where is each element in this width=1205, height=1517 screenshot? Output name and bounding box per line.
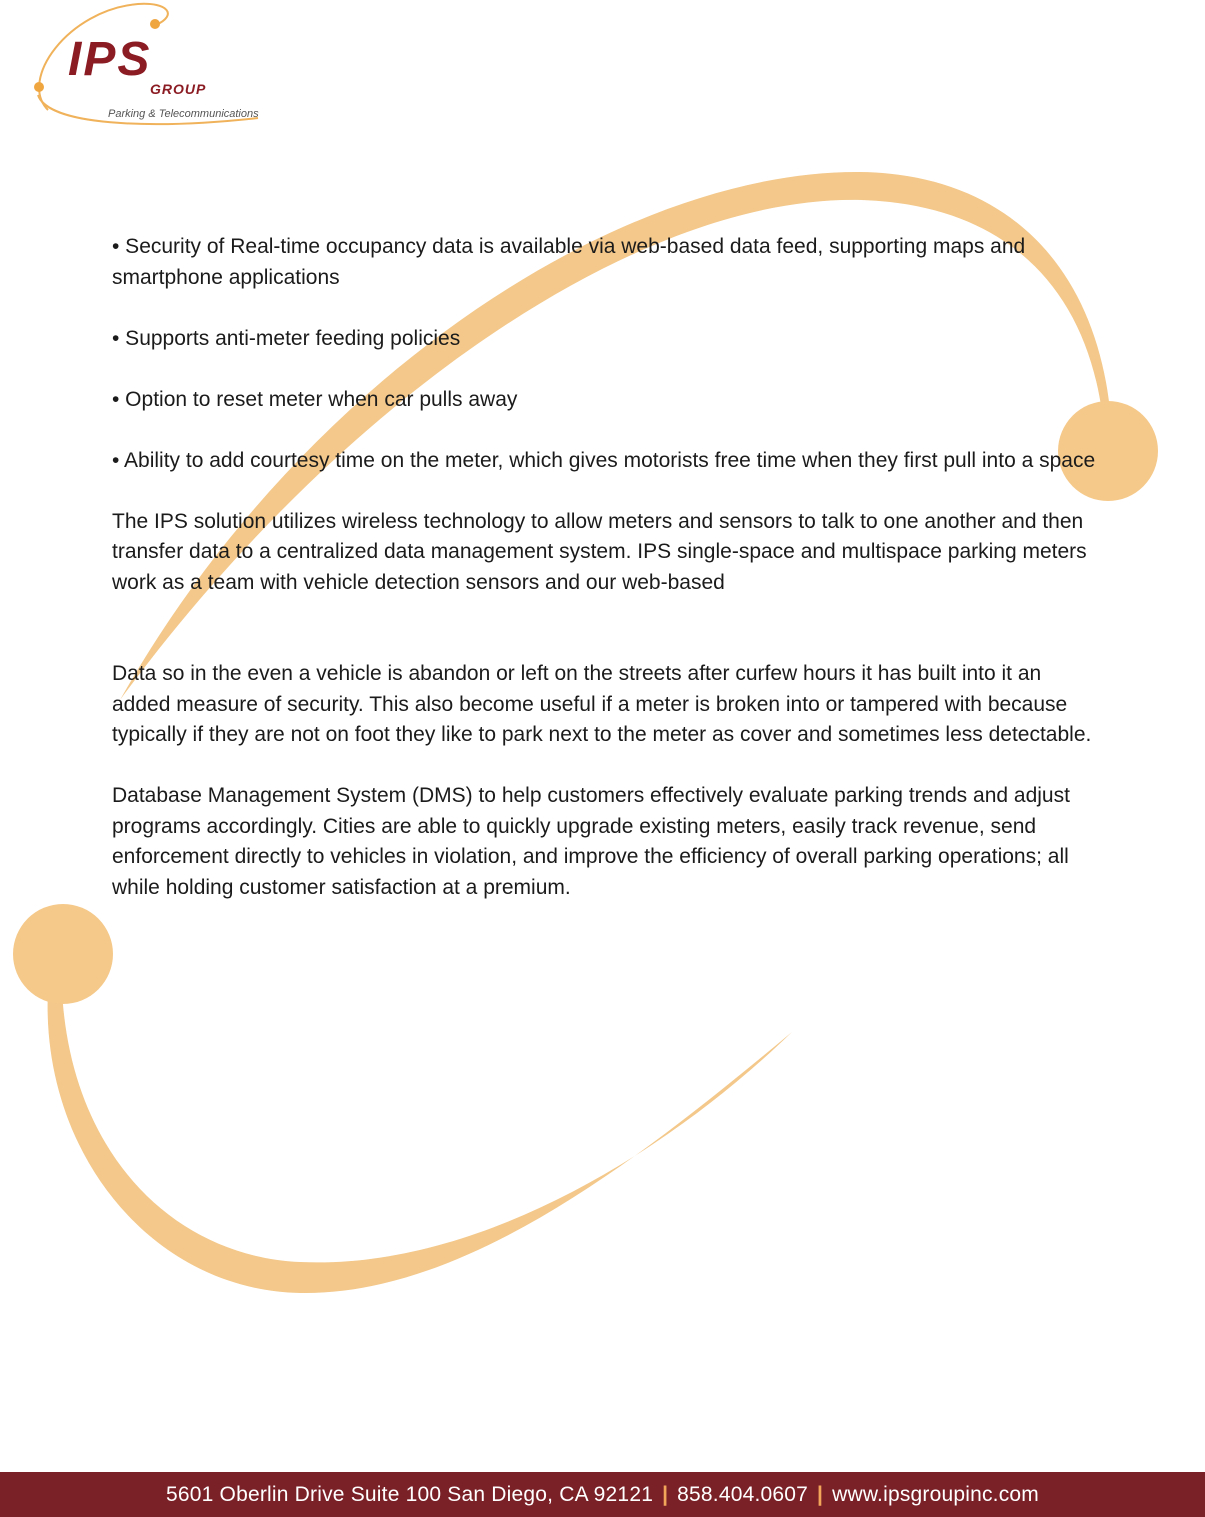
bullet-reset-meter: • Option to reset meter when car pulls away <box>112 387 518 411</box>
lower-left-circle <box>13 904 113 1004</box>
logo-group: GROUP <box>150 81 207 97</box>
footer-bar <box>0 1472 1205 1517</box>
logo-graphic <box>28 0 298 130</box>
bullet-realtime-data: • Security of Real-time occupancy data is available via web-based data feed, supporting maps and smartphone applications <box>112 235 1026 289</box>
logo-tagline: Parking & Telecommunications <box>108 108 259 120</box>
lower-arc <box>48 990 792 1293</box>
footer-phone: 858.404.0607 <box>677 1482 809 1506</box>
document-body <box>112 232 1102 934</box>
company-logo <box>28 0 298 130</box>
footer-address: 5601 Oberlin Drive Suite 100 San Diego, CA 92121 <box>166 1482 654 1506</box>
bullet-anti-meter-feeding: • Supports anti-meter feeding policies <box>112 326 461 350</box>
bullet-courtesy-time: • Ability to add courtesy time on the meter, which gives motorists free time when they first pull into a space <box>112 448 1096 472</box>
paragraph-dms: Database Management System (DMS) to help customers effectively evaluate parking trends and adjust programs accordingly. Cities are able to quickly upgrade existing meters, easily track revenue, send enforcement directly to vehicles in violation, and improve the efficiency of overall parking operations; all while holding customer satisfaction at a premium. <box>112 784 1070 899</box>
paragraph-ips-solution: The IPS solution utilizes wireless technology to allow meters and sensors to talk to one another and then transfer data to a centralized data management system. IPS single-space and multispace parking meters work as a team with vehicle detection sensors and our web-based <box>112 509 1087 594</box>
paragraph-security: Data so in the even a vehicle is abandon or left on the streets after curfew hours it has built into it an added measure of security. This also become useful if a meter is broken into or tampered with because typically if they are not on foot they like to park next to the meter as cover and sometimes less detectable. <box>112 662 1092 746</box>
footer-website: www.ipsgroupinc.com <box>832 1482 1039 1506</box>
logo-name: IPS <box>68 33 152 86</box>
footer-separator: | <box>817 1482 824 1506</box>
footer-separator: | <box>662 1482 669 1506</box>
